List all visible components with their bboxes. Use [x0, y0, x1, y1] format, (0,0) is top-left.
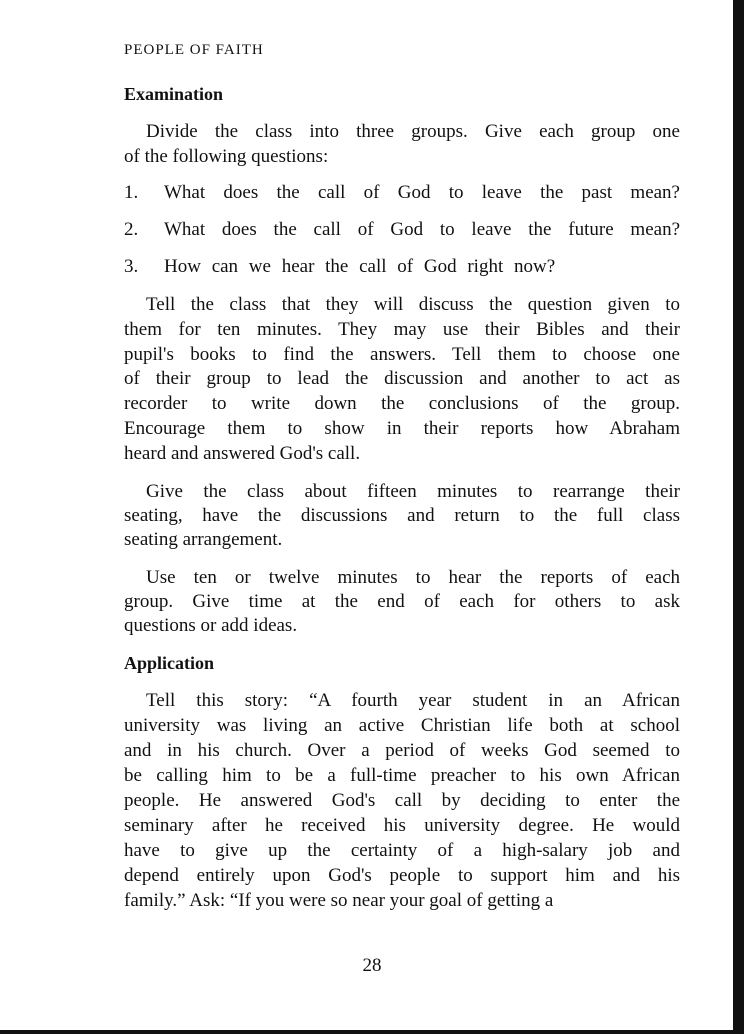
text-line: pupil's books to find the answers. Tell them to choose one — [124, 343, 680, 365]
text-line: Divide the class into three groups. Give each group one — [146, 121, 680, 142]
text-line: seminary after he received his university degree. He would — [124, 815, 680, 836]
text-line: heard and answered God's call. — [124, 442, 361, 464]
text-line: be calling him to be a full-time preacher to his own African — [124, 765, 680, 786]
text-line: depend entirely upon God's people to support him and his — [124, 865, 680, 886]
text-line: Use ten or twelve minutes to hear the reports of each — [146, 567, 680, 588]
text-line: seating, have the discussions and return to the full class — [124, 505, 680, 527]
question-number: 3. — [124, 256, 139, 277]
text-line: Give the class about fifteen minutes to rearrange their — [146, 481, 680, 502]
question-text: What does the call of God to leave the past mean? — [164, 182, 680, 203]
text-line: have to give up the certainty of a high-salary job and — [124, 840, 680, 861]
scan-edge-bottom — [0, 1030, 744, 1034]
text-line: and in his church. Over a period of weeks God seemed to — [124, 740, 680, 761]
question-item — [124, 256, 680, 278]
text-line: of the following questions: — [124, 145, 329, 167]
question-item — [124, 219, 680, 241]
question-text: How can we hear the call of God right now? — [164, 256, 556, 277]
text-line: Tell this story: “A fourth year student in an African — [146, 690, 680, 711]
text-line: people. He answered God's call by deciding to enter the — [124, 790, 680, 811]
text-line: Encourage them to show in their reports how Abraham — [124, 418, 680, 439]
scan-edge-right — [733, 0, 744, 1034]
question-text: What does the call of God to leave the future mean? — [164, 219, 680, 240]
question-number: 2. — [124, 219, 139, 240]
question-item — [124, 182, 680, 204]
question-number: 1. — [124, 182, 139, 203]
section-heading-examination: Examination — [124, 84, 224, 104]
running-header: PEOPLE OF FAITH — [124, 42, 264, 58]
page-number: 28 — [362, 955, 382, 976]
text-line: group. Give time at the end of each for others to ask — [124, 591, 680, 613]
text-line: them for ten minutes. They may use their Bibles and their — [124, 318, 680, 340]
text-line: of their group to lead the discussion and another to act as — [124, 368, 680, 390]
text-line: Tell the class that they will discuss the question given to — [146, 294, 680, 315]
text-line: seating arrangement. — [124, 529, 283, 551]
text-line: family.” Ask: “If you were so near your goal of getting a — [124, 890, 554, 911]
text-line: recorder to write down the conclusions of the group. — [124, 393, 680, 415]
text-line: university was living an active Christian life both at school — [124, 715, 680, 736]
text-line: questions or add ideas. — [124, 615, 298, 637]
section-heading-application: Application — [124, 653, 215, 673]
